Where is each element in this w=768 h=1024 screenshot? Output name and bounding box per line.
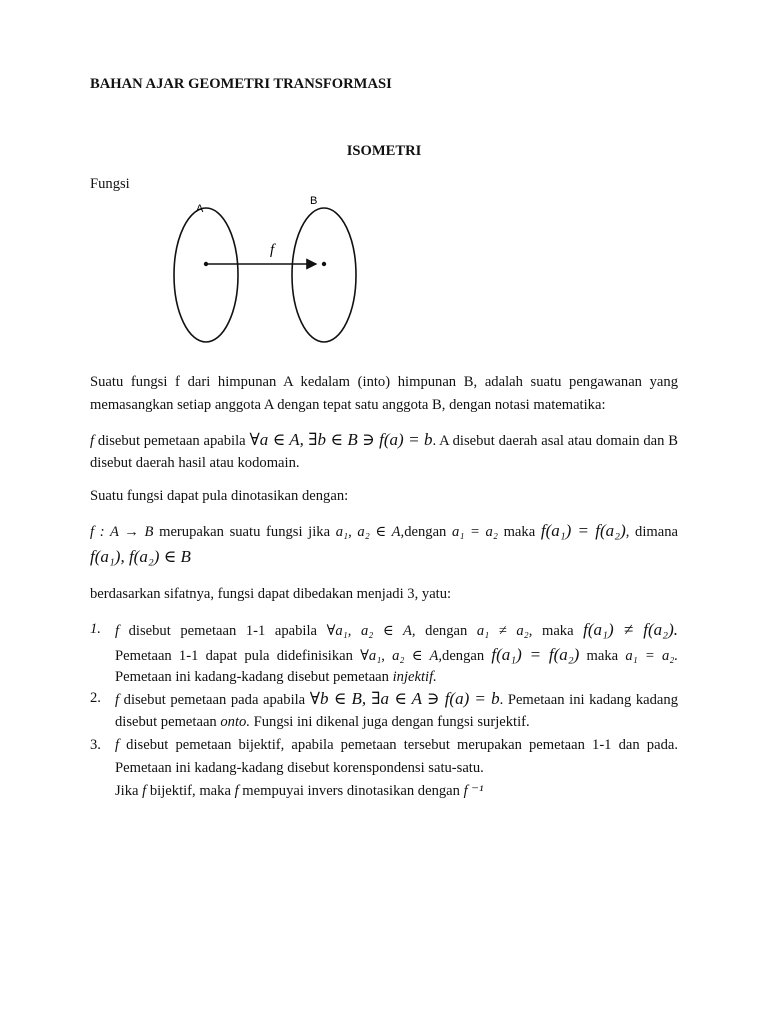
set-a-label: A (196, 203, 204, 215)
list-number: 3. (90, 737, 101, 753)
function-mapping-diagram (160, 190, 380, 370)
element-b-dot (322, 262, 326, 266)
paragraph-function-line-2 (90, 545, 678, 570)
formula-a1-a2-in-a: a₁, a₂ ∈ A, (335, 524, 405, 540)
formula-fa1-fa2-in-b: f(a₁), f(a₂) ∈ B (90, 547, 191, 566)
formula-mapping: ∀a ∈ A, ∃b ∈ B ∋ f(a) = b (249, 430, 433, 449)
subsection-label: Fungsi (90, 176, 130, 192)
document-page: BAHAN AJAR GEOMETRI TRANSFORMASI ISOMETRI Fungsi A B f Suatu fungsi f dari himpunan A kedalam (into) himpunan B, adalah suatu pengawanan yang memasangkan setiap anggota A dengan tepat satu anggota B, dengan notasi matematika: f disebut pemetaan apabila ∀a ∈ A, ∃b ∈ B ∋ f(a) = b. A disebut daerah asal atau domain dan B disebut daerah hasil atau kodomain. Suatu fungsi dapat pula dinotasikan dengan: f : A → B merupakan suatu fungsi jika a₁, a₂ ∈ A,dengan a₁ = a₂ maka f(a₁) = f(a₂), dimana f(a₁), f(a₂) ∈ B berdasarkan sifatnya, fungsi dapat dibedakan menjadi 3, yatu: 1. f disebut pemetaan 1-1 apabila ∀a₁, a₂ ∈ A, dengan a₁ ≠ a₂, maka f(a₁) ≠ f(a₂). Pemetaan 1-1 dapat pula didefinisikan ∀a₁, a₂ ∈ A,dengan f(a₁) = f(a₂) maka a₁ = a₂. Pemetaan ini kadang-kadang disebut pemetaan injektif. 2. f disebut pemetaan pada apabila ∀b ∈ B, ∃a ∈ A ∋ f(a) = b. Pemetaan ini kadang kadang disebut pemetaan onto. Fungsi ini dikenal juga dengan fungsi surjektif. 3. f disebut pemetaan bijektif, apabila pemetaan tersebut merupakan pemetaan 1-1 dan pada. Pemetaan ini kadang-kadang disebut korenspondensi satu-satu. Jika f bijektif, maka f mempuyai invers dinotasikan dengan f ⁻¹ (0, 0, 768, 1024)
paragraph-definition-line-2: memasangkan setiap anggota A dengan tepat satu anggota B, dengan notasi matematika: (90, 397, 606, 413)
symbol-f: f (90, 433, 95, 449)
list-number: 1. (90, 621, 101, 637)
mapping-label: f (270, 242, 275, 258)
paragraph-definition-line-1: Suatu fungsi f dari himpunan A kedalam (into) himpunan B, adalah suatu pengawanan yang (90, 374, 678, 390)
element-a-dot (204, 262, 208, 266)
list-number: 2. (90, 690, 101, 706)
set-a-ellipse (174, 208, 238, 342)
section-heading: ISOMETRI (346, 143, 422, 159)
document-title: BAHAN AJAR GEOMETRI TRANSFORMASI (90, 76, 392, 92)
paragraph-notation: Suatu fungsi dapat pula dinotasikan dengan: (90, 488, 349, 504)
paragraph-classification: berdasarkan sifatnya, fungsi dapat dibedakan menjadi 3, yatu: (90, 586, 452, 602)
set-b-ellipse (292, 208, 356, 342)
formula-a1-eq-a2: a₁ = a₂ (452, 524, 498, 540)
formula-f-a-to-b: f : A → B (90, 524, 154, 540)
formula-inverse: f ⁻¹ (463, 783, 484, 799)
paragraph-function-line-1: f : A → B merupakan suatu fungsi jika a₁, a₂ ∈ A,dengan a₁ = a₂ maka f(a₁) = f(a₂), dimana (90, 521, 679, 540)
set-b-label: B (310, 195, 318, 207)
formula-fa1-eq-fa2: f(a₁) = f(a₂) (540, 521, 626, 540)
paragraph-mapping-line-2: disebut daerah hasil atau kodomain. (90, 455, 300, 471)
paragraph-mapping-line-1: f disebut pemetaan apabila ∀a ∈ A, ∃b ∈ B ∋ f(a) = b. A disebut daerah asal atau domain dan B (90, 430, 678, 449)
